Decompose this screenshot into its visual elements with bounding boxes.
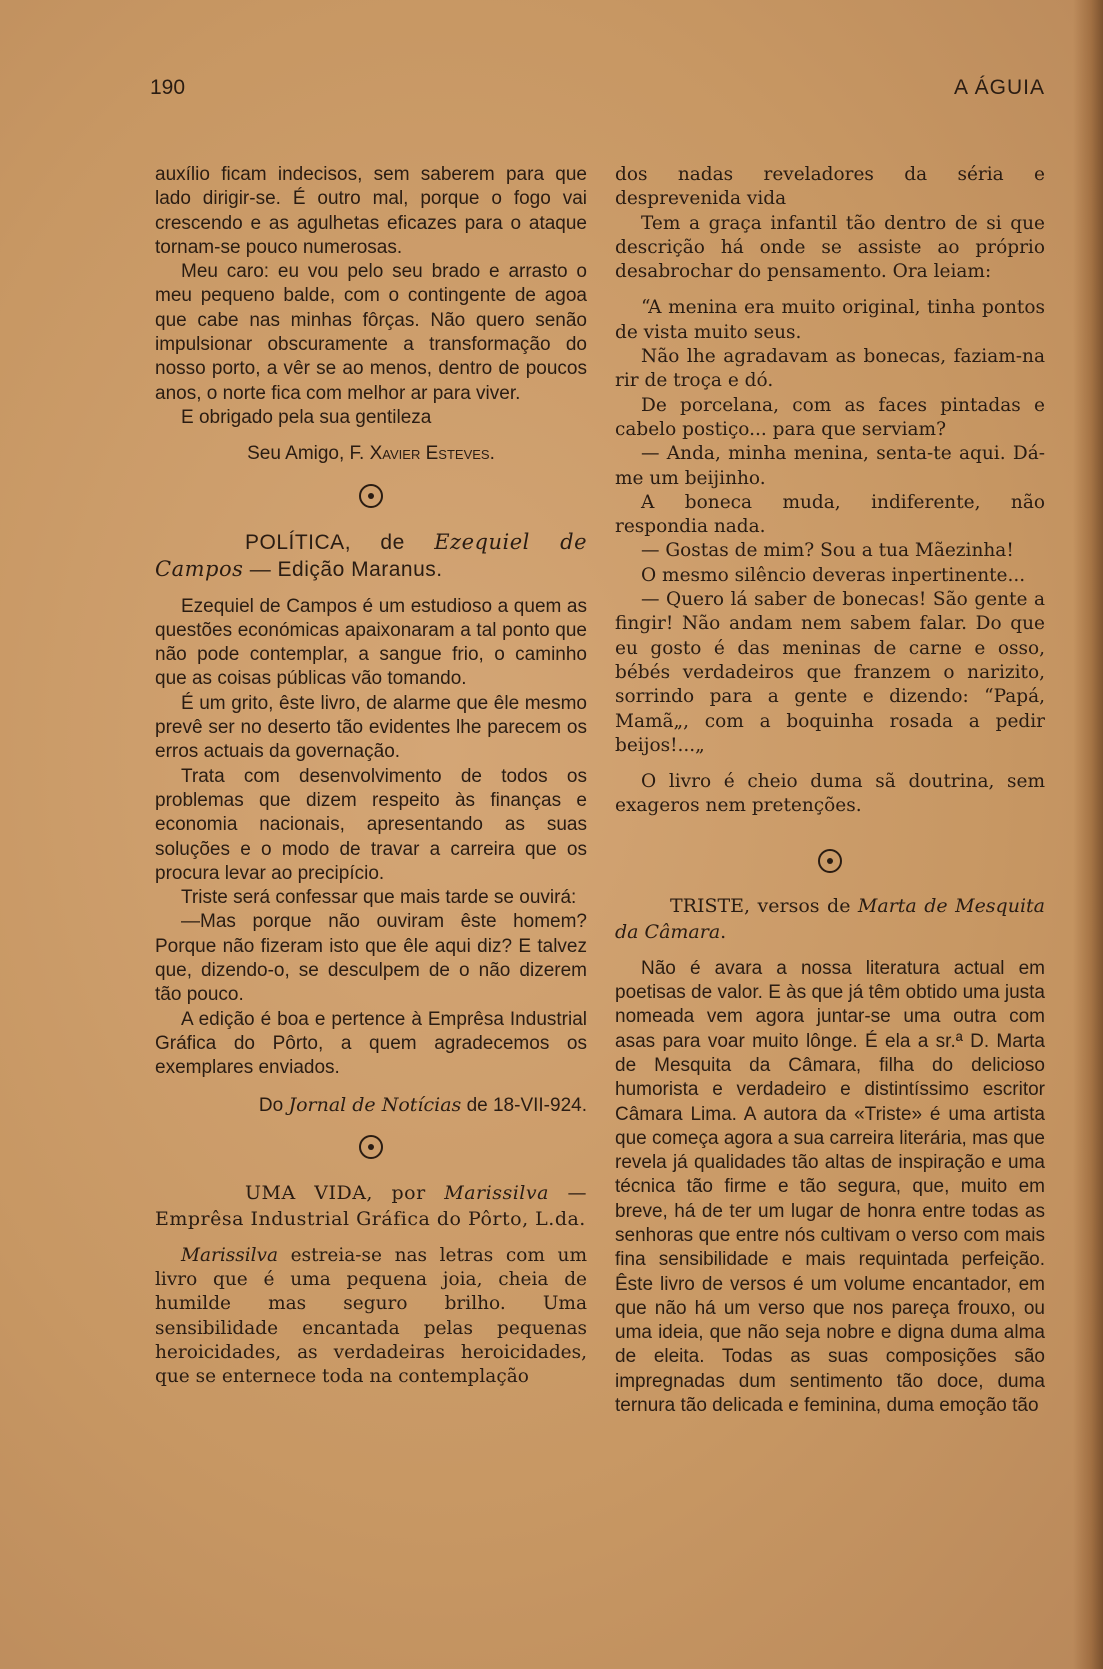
page-number: 190 — [150, 76, 186, 99]
quote-line: O mesmo silêncio deveras inpertinente... — [641, 564, 1026, 586]
paragraph: E obrigado pela sua gentileza — [181, 406, 432, 428]
paragraph: —Mas porque não ouviram êste homem? Porque não fizeram isto que êle aqui diz? E talvez que, dizendo-o, se desculpem de o não dizerem tão pouco. — [155, 911, 587, 1006]
source-citation: Do Jornal de Notícias de 18-VII-924. — [258, 1093, 587, 1116]
section-separator-icon — [155, 1132, 587, 1162]
section-separator-icon — [615, 845, 1045, 875]
review-title-triste: TRISTE, versos de Marta de Mesquita da Câmara. — [615, 894, 1045, 943]
quote-line: Não lhe agradavam as bonecas, faziam-na rir de troça e dó. — [615, 346, 1045, 392]
paragraph: dos nadas reveladores da séria e desprevenida vida — [615, 164, 1045, 210]
right-column — [615, 163, 1045, 1418]
paragraph: auxílio ficam indecisos, sem saberem para que lado dirigir-se. É outro mal, porque o fogo vai crescendo e as agulhetas eficazes para o ataque tornam-se pouco numerosas. — [155, 164, 587, 258]
paragraph: Marissilva estreia-se nas letras com um livro que é uma pequena joia, cheia de humilde mas seguro brilho. Uma sensibilidade encantada pelas pequenas heroicidades, as verdadeiras heroicidades, que se enternece toda na contemplação — [155, 1244, 587, 1388]
signature: Seu Amigo, F. Xavier Esteves. — [247, 443, 495, 465]
paragraph: A edição é boa e pertence à Emprêsa Industrial Gráfica do Pôrto, a quem agradecemos os exemplares enviados. — [155, 1008, 587, 1079]
left-column — [155, 163, 587, 1390]
paragraph: Não é avara a nossa literatura actual em poetisas de valor. E às que já têm obtido uma justa nomeada vem agora juntar-se uma outra com asas para voar muito lônge. É ela a sr.ª D. Marta de Mesquita da Câmara, filha do delicioso humorista e verdadeiro e distintíssimo escritor Câmara Lima. A autora da «Triste» é uma artista que começa agora a sua carreira literária, mas que revela já qualidades tão altas de inspiração e uma técnica tão firme e tão segura, que, muito em breve, há de ter um lugar de honra entre todas as senhoras que entre nós cultivam o verso com mais fina sensibilidade e mais requintada perfeição. Êste livro de versos é um volume encantador, em que não há um verso que nos pareça frouxo, ou uma ideia, que não seja nobre e digna duma alma de eleita. Todas as suas composições são impregnadas dum sentimento tão doce, duma ternura tão delicada e feminina, duma emoção tão — [615, 957, 1045, 1417]
signature-name: Xavier Esteves — [369, 443, 490, 465]
page-header — [150, 76, 1045, 106]
quote-line: — Anda, minha menina, senta-te aqui. Dá-me um beijinho. — [615, 443, 1045, 489]
review-title-politica: POLÍTICA, de Ezequiel de Campos — Edição Maranus. — [155, 529, 587, 581]
paragraph: É um grito, êste livro, de alarme que êle mesmo prevê ser no deserto tão evidentes lhe parecem os erros actuais da governação. — [155, 692, 587, 763]
paragraph: O livro é cheio duma sã doutrina, sem exageros nem pretenções. — [615, 771, 1045, 817]
page-edge-shadow — [1073, 0, 1103, 1669]
quote-line: De porcelana, com as faces pintadas e cabelo postiço... para que serviam? — [615, 394, 1045, 440]
paragraph: Tem a graça infantil tão dentro de si que descrição há onde se assiste ao próprio desabrochar do pensamento. Ora leiam: — [615, 212, 1045, 283]
paragraph: Triste será confessar que mais tarde se ouvirá: — [181, 887, 577, 909]
running-title: A ÁGUIA — [953, 76, 1045, 99]
quote-line: — Quero lá saber de bonecas! São gente a fingir! Não andam nem sabem falar. Do que eu gosto é das meninas de carne e osso, bébés verdadeiros que franzem o narizito, sorrindo para a gente e dizendo: “Papá, Mamã„, com a boquinha rosada a pedir beijos!...„ — [615, 589, 1045, 756]
paragraph: Trata com desenvolvimento de todos os problemas que dizem respeito às finanças e economia nacionais, apresentando as suas soluções e o modo de travar a carreira que os procura levar ao precipício. — [155, 765, 587, 884]
quote-line: “A menina era muito original, tinha pontos de vista muito seus. — [615, 297, 1045, 343]
paragraph: Meu caro: eu vou pelo seu brado e arrasto o meu pequeno balde, com o contingente de agoa que cabe nas minhas fôrças. Não quero senão impulsionar obscuramente a transformação do nosso porto, a vêr se ao menos, dentro de poucos anos, o norte fica com melhor ar para viver. — [155, 261, 587, 404]
review-title-uma-vida: UMA VIDA, por Marissilva — Emprêsa Industrial Gráfica do Pôrto, L.da. — [155, 1181, 587, 1230]
paragraph: Ezequiel de Campos é um estudioso a quem as questões económicas apaixonaram a tal ponto que não pode contemplar, a sangue frio, o caminho que as coisas públicas vão tomando. — [155, 595, 587, 690]
quote-line: — Gostas de mim? Sou a tua Mãezinha! — [641, 540, 1014, 562]
quote-line: A boneca muda, indiferente, não respondia nada. — [615, 491, 1045, 538]
section-separator-icon — [155, 481, 587, 511]
